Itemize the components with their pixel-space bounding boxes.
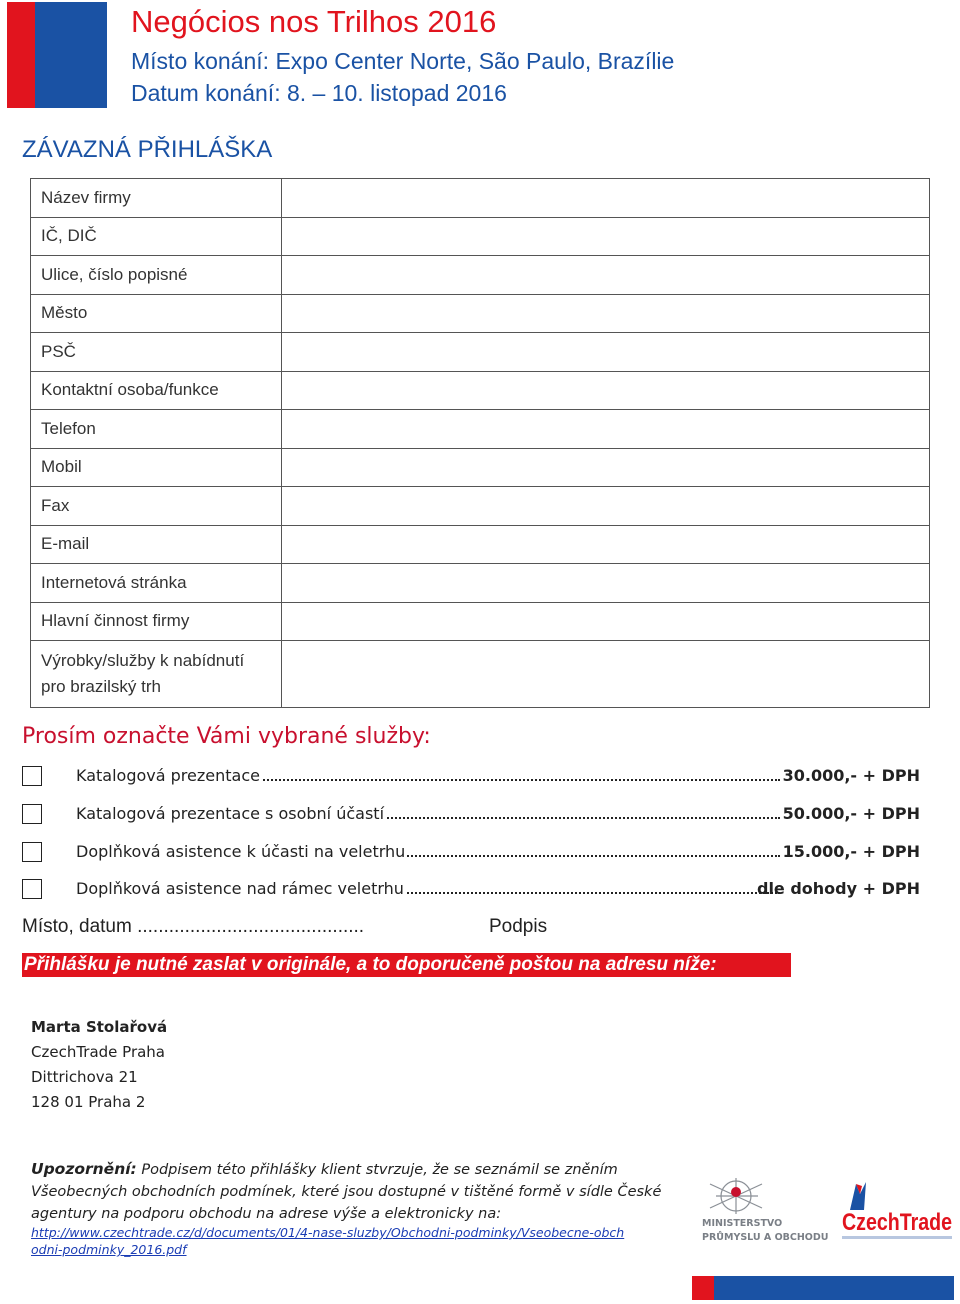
address-org: CzechTrade Praha bbox=[31, 1043, 166, 1061]
service-price: 50.000,- + DPH bbox=[782, 804, 920, 823]
form-field-label: Ulice, číslo popisné bbox=[31, 256, 282, 295]
form-field-input[interactable] bbox=[282, 487, 930, 526]
ministry-logo-text-2: PRŮMYSLU A OBCHODU bbox=[702, 1232, 829, 1243]
terms-warning bbox=[31, 1158, 691, 1225]
service-option bbox=[22, 802, 920, 828]
services-title: Prosím označte Vámi vybrané služby: bbox=[22, 724, 431, 749]
event-date: Datum konání: 8. – 10. listopad 2016 bbox=[131, 80, 507, 106]
service-checkbox[interactable] bbox=[22, 879, 42, 899]
form-row bbox=[31, 448, 930, 487]
address-name: Marta Stolařová bbox=[31, 1018, 168, 1036]
form-title: ZÁVAZNÁ PŘIHLÁŠKA bbox=[22, 136, 273, 163]
form-row bbox=[31, 333, 930, 372]
form-row bbox=[31, 525, 930, 564]
footer-bar-red bbox=[692, 1276, 714, 1300]
header-flag-red bbox=[7, 2, 35, 108]
form-field-input[interactable] bbox=[282, 217, 930, 256]
mailing-notice: Přihlášku je nutné zaslat v originále, a to doporučeně poštou na adresu níže: bbox=[22, 953, 791, 977]
form-field-label: Telefon bbox=[31, 410, 282, 449]
service-checkbox[interactable] bbox=[22, 804, 42, 824]
form-field-input[interactable] bbox=[282, 294, 930, 333]
form-row bbox=[31, 179, 930, 218]
signature-field[interactable]: Podpis bbox=[489, 916, 548, 937]
form-field-label: E-mail bbox=[31, 525, 282, 564]
form-row bbox=[31, 564, 930, 603]
form-field-input[interactable] bbox=[282, 371, 930, 410]
form-field-input[interactable] bbox=[282, 333, 930, 372]
form-field-label: Mobil bbox=[31, 448, 282, 487]
form-field-label: IČ, DIČ bbox=[31, 217, 282, 256]
form-row bbox=[31, 371, 930, 410]
registration-form-table bbox=[30, 178, 930, 708]
czechtrade-logo-text: CzechTrade bbox=[842, 1209, 952, 1236]
form-field-input[interactable] bbox=[282, 602, 930, 641]
form-field-label: Výrobky/služby k nabídnutí pro brazilský trh bbox=[31, 641, 282, 708]
form-row bbox=[31, 410, 930, 449]
service-name: Doplňková asistence nad rámec veletrhu bbox=[76, 879, 404, 898]
service-option bbox=[22, 840, 920, 866]
service-name: Katalogová prezentace bbox=[76, 766, 260, 785]
service-name: Katalogová prezentace s osobní účastí bbox=[76, 804, 385, 823]
form-row bbox=[31, 294, 930, 333]
form-field-input[interactable] bbox=[282, 448, 930, 487]
form-field-input[interactable] bbox=[282, 641, 930, 708]
service-price: 15.000,- + DPH bbox=[782, 842, 920, 861]
form-field-label: Fax bbox=[31, 487, 282, 526]
form-field-input[interactable] bbox=[282, 256, 930, 295]
footer-bar-blue bbox=[714, 1276, 954, 1300]
form-field-label: Hlavní činnost firmy bbox=[31, 602, 282, 641]
form-field-label: Název firmy bbox=[31, 179, 282, 218]
service-price: 30.000,- + DPH bbox=[782, 766, 920, 785]
form-row bbox=[31, 256, 930, 295]
warning-label: Upozornění: bbox=[31, 1160, 137, 1178]
form-row bbox=[31, 217, 930, 256]
leader-dots bbox=[252, 779, 780, 781]
service-option bbox=[22, 877, 920, 903]
form-field-input[interactable] bbox=[282, 525, 930, 564]
place-date-field[interactable]: Místo, datum ........................................... bbox=[22, 916, 365, 937]
service-checkbox[interactable] bbox=[22, 766, 42, 786]
form-field-label: Internetová stránka bbox=[31, 564, 282, 603]
warning-text: Podpisem této přihlášky klient stvrzuje, že se seznámil se zněním Všeobecných obchodních podmínek, které jsou dostupné v tištěné formě v sídle České agentury na podporu obchodu na adrese výše a elektronicky na: bbox=[31, 1162, 662, 1222]
event-title: Negócios nos Trilhos 2016 bbox=[131, 4, 497, 39]
terms-link[interactable]: http://www.czechtrade.cz/d/documents/01/4-nase-sluzby/Obchodni-podminky/Vseobecne-obchodni-podminky_2016.pdf bbox=[31, 1225, 625, 1257]
form-row bbox=[31, 602, 930, 641]
address-street: Dittrichova 21 bbox=[31, 1068, 138, 1086]
service-checkbox[interactable] bbox=[22, 842, 42, 862]
form-field-input[interactable] bbox=[282, 410, 930, 449]
address-city: 128 01 Praha 2 bbox=[31, 1093, 146, 1111]
header-flag-blue bbox=[35, 2, 107, 108]
form-field-input[interactable] bbox=[282, 564, 930, 603]
form-row bbox=[31, 487, 930, 526]
form-field-label: Kontaktní osoba/funkce bbox=[31, 371, 282, 410]
form-row bbox=[31, 641, 930, 708]
czechtrade-logo bbox=[842, 1180, 952, 1246]
service-price: dle dohody + DPH bbox=[756, 879, 920, 898]
ministry-logo-text-1: MINISTERSTVO bbox=[702, 1218, 783, 1229]
service-name: Doplňková asistence k účasti na veletrhu bbox=[76, 842, 406, 861]
service-option bbox=[22, 764, 920, 790]
form-field-label: Město bbox=[31, 294, 282, 333]
form-field-input[interactable] bbox=[282, 179, 930, 218]
ministry-logo bbox=[702, 1178, 837, 1248]
event-venue: Místo konání: Expo Center Norte, São Paulo, Brazílie bbox=[131, 48, 675, 74]
form-field-label: PSČ bbox=[31, 333, 282, 372]
